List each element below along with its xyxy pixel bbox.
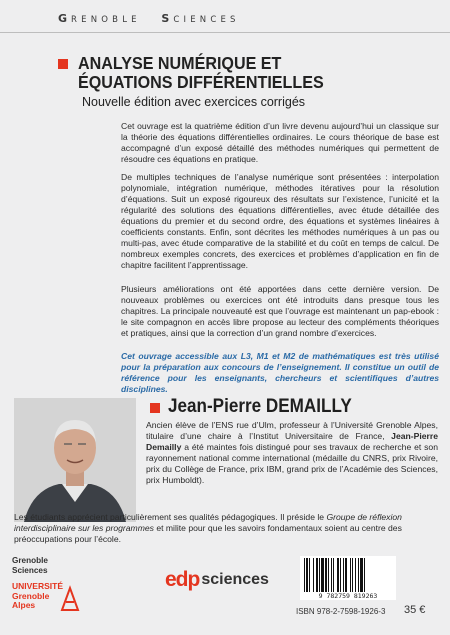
book-title [78, 54, 354, 92]
author-portrait-illustration [14, 398, 136, 522]
header-rule [0, 32, 450, 33]
logo-uga-line1: UNIVERSITÉ [12, 581, 64, 591]
price: 35 € [404, 604, 426, 616]
grenoble-sciences-logo [12, 556, 72, 576]
isbn-number: ISBN 978-2-7598-1926-3 [296, 607, 386, 616]
paragraph-techniques: De multiples techniques de l’analyse numérique sont présentées : interpolation polynomiale, intégration numérique, méthodes itératives pour la résolution d’équations. Suit un exposé rigoureux des résultats sur l’existence, l’unicité et la régularité des solutions des équations différentielles, avec étude détaillée des équations du premier et du second ordre, des équations et systèmes linéaires à coefficients constants. Enfin, sont décrites les méthodes numériques à un pas ou multi-pas, avec étude comparative de la stabilité et du coût en temps de calcul. De nombreux exemples concrets, des exercices et problèmes d’application en fin de chapitre facilitent l’apprentissage. [121, 172, 439, 270]
barcode-bars-icon [300, 556, 396, 594]
author-bio-part1: Ancien élève de l’ENS rue d’Ulm, professeur à l’Université Grenoble Alpes, titulaire d’une chaire à l’Institut Universitaire de France, [146, 420, 438, 441]
logo-uga-line3: Alpes [12, 600, 36, 610]
paragraph-intro: Cet ouvrage est la quatrième édition d’un livre devenu aujourd’hui un classique sur la théorie des équations différentielles ordinaires. Le cours théorique de base est accompagné d’un exposé détaillé des méthodes numériques qui permettent de résoudre ces équations en pratique. [121, 121, 439, 164]
author-bio-name: Jean-Pierre Demailly [146, 431, 438, 452]
barcode-digits: 9 782759 819263 [300, 592, 396, 600]
logo-gs-line1: Grenoble [12, 556, 48, 565]
author-bio-group: Groupe de réflexion interdisciplinaire sur les programmes [14, 512, 402, 533]
author-bio [146, 420, 438, 486]
edp-mark: edp [165, 568, 200, 591]
series-name-part1: RENOBLE [71, 15, 141, 25]
author-photo [14, 398, 136, 522]
author-bio-continued [14, 512, 438, 545]
author-bio-part3: Les étudiants apprécient particulièrement ses qualités pédagogiques. Il préside le [14, 512, 327, 522]
series-name-part2: CIENCES [173, 15, 240, 25]
uga-emblem-icon [60, 584, 80, 612]
author-bio-part2: a été maintes fois distingué pour ses travaux de recherche et son rayonnement national comme international (médaille du CNRS, prix Rivoire, prix du Collège de France, prix IBM, grand prix de l’Académie des Sciences, prix Humboldt). [146, 442, 438, 485]
series-name-s: S [161, 12, 174, 25]
book-title-line1: ANALYSE NUMÉRIQUE ET [78, 53, 282, 73]
edp-sciences-text: sciences [201, 571, 269, 588]
book-subtitle: Nouvelle édition avec exercices corrigés [82, 95, 306, 109]
paragraph-improvements: Plusieurs améliorations ont été apportées dans cette dernière version. De nouveaux problèmes ou exercices ont été introduits dans presque tous les chapitres. La principale nouveauté est que l’ouvrage est maintenant un pap-ebook : le site compagnon en accès libre propose au lecteur des compléments théoriques et pratiques, ainsi que la correction d’un grand nombre d’exercices. [121, 284, 439, 338]
title-marker-square [58, 59, 68, 69]
author-bio-part4: et milite pour que les savoirs fondamentaux soient au centre des préoccupations pour l’école. [14, 523, 402, 544]
author-name: Jean-Pierre DEMAILLY [168, 396, 352, 417]
book-title-line2: ÉQUATIONS DIFFÉRENTIELLES [78, 72, 324, 92]
logo-gs-line2: Sciences [12, 566, 48, 575]
edp-sciences-logo [165, 568, 269, 592]
isbn-barcode [300, 556, 396, 594]
paragraph-audience: Cet ouvrage accessible aux L3, M1 et M2 de mathématiques est très utilisé pour la préparation aux concours de l’enseignement. Il constitue un outil de référence pour les enseignants, chercheurs et scientifiques d’autres disciplines. [121, 351, 439, 394]
series-name-g: G [58, 12, 72, 25]
author-marker-square [150, 403, 160, 413]
series-name [58, 12, 240, 25]
logo-uga-line2: Grenoble [12, 590, 50, 601]
universite-grenoble-alpes-logo [12, 582, 63, 611]
